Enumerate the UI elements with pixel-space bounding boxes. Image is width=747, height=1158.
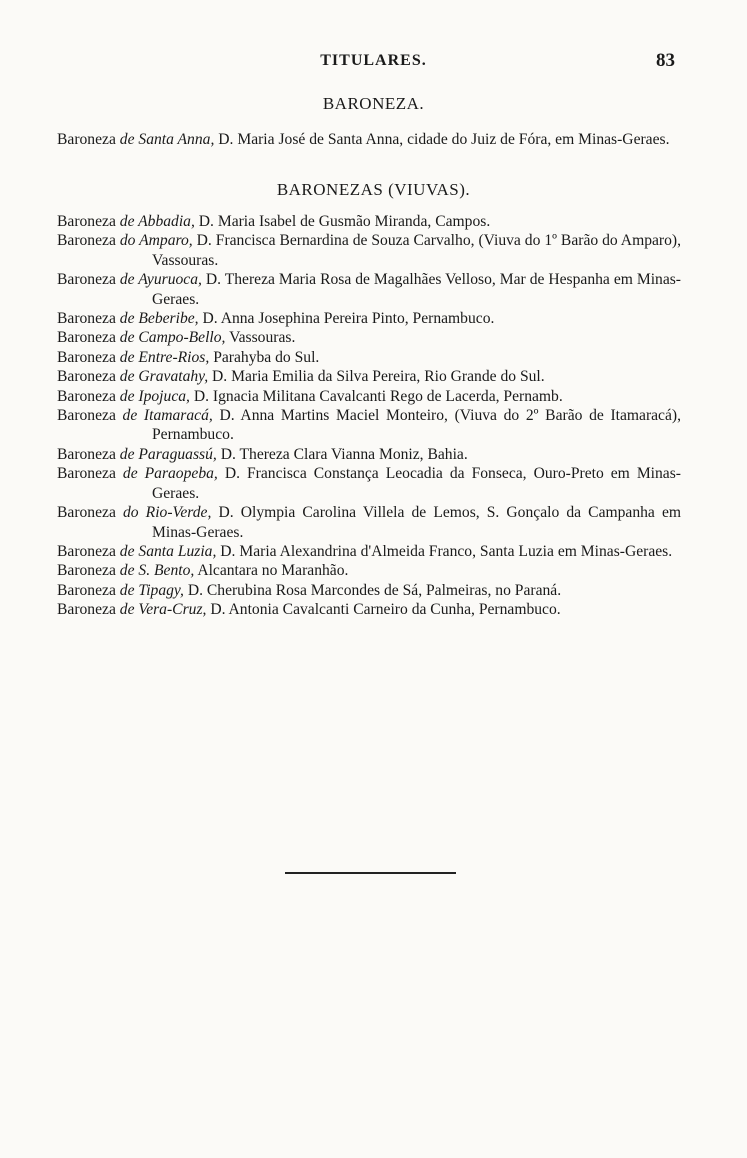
section-heading-baroneza: BARONEZA. bbox=[322, 94, 425, 113]
entry-place: de Tipagy, bbox=[119, 581, 184, 599]
entry-text: D. Antonia Cavalcanti Carneiro da Cunha, Pernambuco. bbox=[210, 601, 561, 619]
entry-title: Baroneza bbox=[57, 348, 116, 366]
entry-title: Baroneza bbox=[57, 387, 116, 405]
entry bbox=[57, 212, 681, 231]
entry bbox=[57, 348, 681, 367]
entry-text: D. Maria Isabel de Gusmão Miranda, Campos. bbox=[198, 213, 491, 230]
entry-title: Baroneza bbox=[57, 310, 116, 328]
entry-title: Baroneza bbox=[57, 368, 116, 386]
entry bbox=[57, 561, 681, 580]
entry-title: Baroneza bbox=[57, 465, 116, 483]
entry-place: de Beberibe, bbox=[119, 310, 199, 328]
entry-title: Baroneza bbox=[57, 601, 116, 619]
entry-place: de Paraguassú, bbox=[119, 445, 217, 463]
entry-place: de Paraopeba, bbox=[122, 465, 218, 483]
entry-place: do Rio-Verde, bbox=[122, 504, 212, 522]
entry-text: D. Ignacia Militana Cavalcanti Rego de Lacerda, Pernamb. bbox=[193, 387, 563, 405]
entry bbox=[57, 445, 681, 464]
entry-title: Baroneza bbox=[57, 329, 116, 347]
entry bbox=[57, 600, 681, 619]
entry bbox=[57, 503, 681, 542]
entry bbox=[57, 367, 681, 386]
entry-text: D. Francisca Bernardina de Souza Carvalho, (Viuva do 1º Barão do Amparo), Vassouras. bbox=[152, 232, 682, 269]
entry-place: de Ayuruoca, bbox=[119, 271, 202, 289]
entry bbox=[57, 542, 681, 561]
entry-place: de Santa Luzia, bbox=[119, 542, 217, 560]
entry-title: Baroneza bbox=[57, 562, 116, 580]
entry-place: do Amparo, bbox=[119, 232, 193, 250]
entry-text: D. Maria Alexandrina d'Almeida Franco, Santa Luzia em Minas-Geraes. bbox=[220, 542, 673, 560]
entry-place: de Vera-Cruz, bbox=[119, 601, 207, 619]
entry-text: Alcantara no Maranhão. bbox=[197, 562, 349, 580]
entry-title: Baroneza bbox=[57, 504, 116, 522]
entry-title: Baroneza bbox=[57, 131, 116, 148]
entry-text: D. Maria Emilia da Silva Pereira, Rio Grande do Sul. bbox=[212, 368, 545, 386]
entry bbox=[57, 406, 681, 445]
entry-title: Baroneza bbox=[57, 445, 116, 463]
entry-text: Parahyba do Sul. bbox=[213, 348, 320, 366]
page-number: 83 bbox=[656, 50, 675, 71]
section-entries-baroneza bbox=[57, 130, 681, 149]
entry-place: de Santa Anna, bbox=[119, 131, 215, 148]
running-title: TITULARES. bbox=[320, 52, 427, 69]
entry-text: Vassouras. bbox=[229, 329, 296, 347]
entry-place: de Abbadia, bbox=[119, 213, 195, 230]
entry-title: Baroneza bbox=[57, 542, 116, 560]
entry bbox=[57, 387, 681, 406]
entry-place: de Gravatahy, bbox=[119, 368, 209, 386]
entry-place: de Campo-Bello, bbox=[119, 329, 226, 347]
entry-text: D. Maria José de Santa Anna, cidade do Juiz de Fóra, em Minas-Geraes. bbox=[218, 131, 670, 148]
entry-text: D. Anna Martins Maciel Monteiro, (Viuva do 2º Barão de Itamaracá), Pernambuco. bbox=[152, 407, 681, 444]
entry-text: D. Anna Josephina Pereira Pinto, Pernambuco. bbox=[202, 310, 495, 328]
entry-text: D. Cherubina Rosa Marcondes de Sá, Palmeiras, no Paraná. bbox=[187, 581, 562, 599]
entry bbox=[57, 270, 681, 309]
entry bbox=[57, 464, 681, 503]
entry-place: de Entre-Rios, bbox=[119, 348, 210, 366]
entry-title: Baroneza bbox=[57, 232, 116, 250]
entry-title: Baroneza bbox=[57, 581, 116, 599]
entry-title: Baroneza bbox=[57, 271, 116, 289]
entry bbox=[57, 581, 681, 600]
section-entries-baronezas-viuvas bbox=[57, 212, 681, 620]
entry bbox=[57, 130, 681, 149]
end-rule bbox=[285, 872, 456, 874]
entry bbox=[57, 328, 681, 347]
entry-title: Baroneza bbox=[57, 213, 116, 230]
entry-text: D. Thereza Maria Rosa de Magalhães Velloso, Mar de Hespanha em Minas-Geraes. bbox=[152, 271, 682, 308]
entry-text: D. Olympia Carolina Villela de Lemos, S. Gonçalo da Campanha em Minas-Geraes. bbox=[152, 504, 681, 541]
entry-text: D. Thereza Clara Vianna Moniz, Bahia. bbox=[220, 445, 468, 463]
entry bbox=[57, 309, 681, 328]
entry-text: D. Francisca Constança Leocadia da Fonseca, Ouro-Preto em Minas-Geraes. bbox=[152, 465, 681, 502]
entry-place: de Ipojuca, bbox=[119, 387, 190, 405]
entry bbox=[57, 231, 681, 270]
entry-place: de S. Bento, bbox=[119, 562, 195, 580]
entry-place: de Itamaracá, bbox=[122, 407, 213, 425]
entry-title: Baroneza bbox=[57, 407, 116, 425]
section-heading-baronezas-viuvas: BARONEZAS (VIUVAS). bbox=[276, 180, 471, 199]
